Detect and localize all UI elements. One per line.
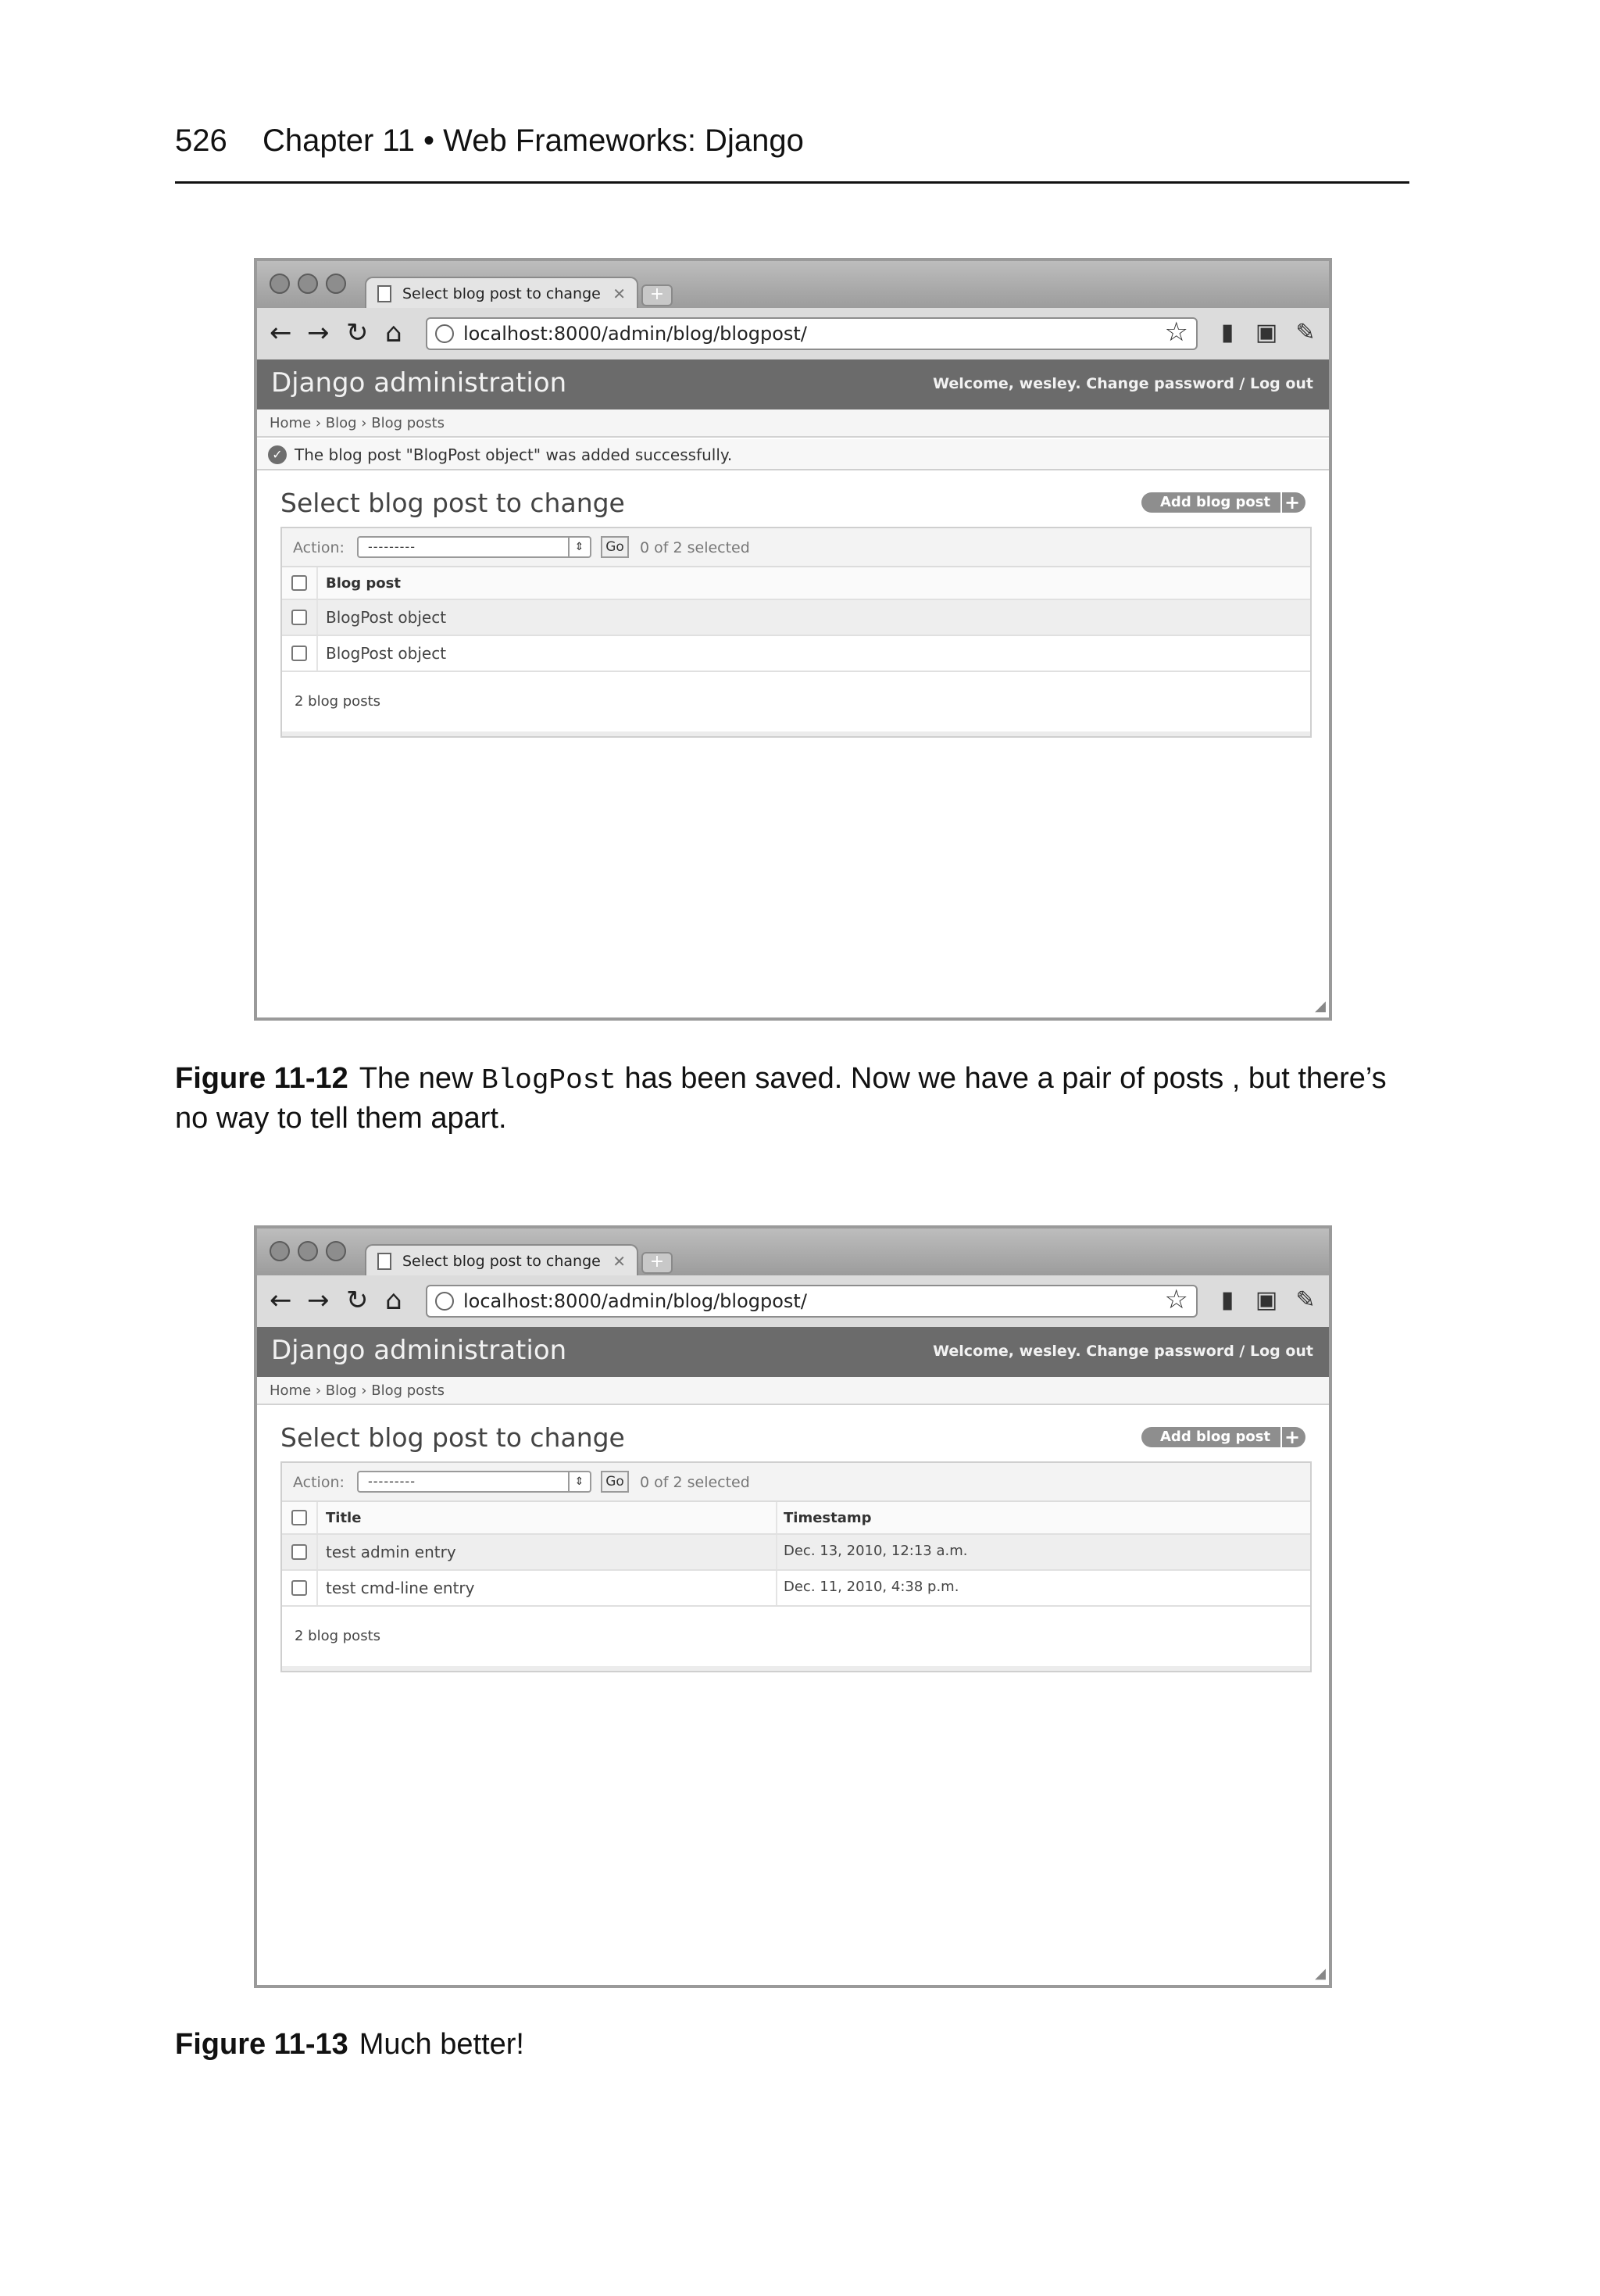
row-title-link[interactable]: test admin entry (326, 1543, 456, 1561)
actions-bar (282, 1463, 1310, 1502)
action-select[interactable] (357, 536, 591, 558)
browser-toolbar (257, 308, 1329, 361)
add-blog-post-button[interactable] (1141, 492, 1305, 513)
select-all-checkbox[interactable] (291, 575, 307, 591)
close-window-button[interactable] (270, 274, 290, 294)
select-arrows-icon: ⇕ (568, 538, 590, 556)
browser-window-figure-11-13 (254, 1225, 1332, 1988)
actions-bar (282, 528, 1310, 567)
row-checkbox[interactable] (291, 646, 307, 661)
close-window-button[interactable] (270, 1241, 290, 1261)
figure-label: Figure 11-13 (175, 2028, 348, 2061)
column-header-blog-post[interactable]: Blog post (326, 575, 401, 592)
browser-toolbar (257, 1275, 1329, 1329)
back-icon[interactable]: ← (270, 317, 292, 349)
add-blog-post-button[interactable] (1141, 1427, 1305, 1447)
resize-grip-icon[interactable]: ◢ (1315, 998, 1326, 1014)
table-row (282, 636, 1310, 672)
action-select-value: --------- (368, 539, 416, 554)
close-tab-icon[interactable]: ✕ (612, 1252, 626, 1271)
wrench-icon[interactable]: ✎ (1295, 1286, 1316, 1314)
row-timestamp: Dec. 11, 2010, 4:38 p.m. (784, 1579, 959, 1595)
browser-tab[interactable] (365, 1244, 638, 1277)
row-checkbox[interactable] (291, 1544, 307, 1560)
add-blog-post-label: Add blog post (1160, 1429, 1271, 1445)
document-icon (377, 285, 391, 302)
forward-icon[interactable]: → (307, 317, 330, 349)
zoom-window-button[interactable] (326, 1241, 346, 1261)
home-icon[interactable]: ⌂ (385, 317, 402, 349)
title-bar (257, 1228, 1329, 1275)
site-brand[interactable]: Django administration (271, 367, 567, 399)
action-select[interactable] (357, 1471, 591, 1493)
user-tools[interactable]: Welcome, wesley. Change password / Log out (933, 1343, 1313, 1360)
plus-icon: + (1280, 1427, 1302, 1447)
django-header (257, 359, 1329, 409)
figure-caption-11-12 (175, 1060, 1409, 1137)
table-row (282, 1535, 1310, 1571)
reload-icon[interactable]: ↻ (346, 1285, 369, 1316)
caption-text-before: The new (359, 1062, 473, 1095)
row-checkbox[interactable] (291, 610, 307, 625)
table-row (282, 600, 1310, 636)
row-link[interactable]: BlogPost object (326, 644, 447, 663)
action-label: Action: (293, 539, 345, 556)
row-link[interactable]: BlogPost object (326, 608, 447, 627)
new-tab-button[interactable]: + (641, 284, 673, 306)
globe-icon (435, 1292, 454, 1311)
back-icon[interactable]: ← (270, 1285, 292, 1316)
breadcrumb[interactable]: Home › Blog › Blog posts (257, 1377, 1329, 1405)
user-tools[interactable]: Welcome, wesley. Change password / Log out (933, 375, 1313, 392)
go-button[interactable]: Go (601, 536, 629, 558)
tab-title: Select blog post to change (402, 1253, 601, 1270)
result-count: 2 blog posts (282, 672, 1310, 736)
figure-label: Figure 11-12 (175, 1062, 348, 1095)
select-arrows-icon: ⇕ (568, 1472, 590, 1491)
table-header-row (282, 1502, 1310, 1535)
chapter-title: Chapter 11 • Web Frameworks: Django (262, 123, 804, 158)
bookmark-star-icon[interactable]: ☆ (1164, 317, 1188, 348)
url-text: localhost:8000/admin/blog/blogpost/ (463, 323, 807, 345)
page-number: 526 (175, 123, 227, 158)
action-select-value: --------- (368, 1474, 416, 1489)
document-icon (377, 1253, 391, 1270)
result-count: 2 blog posts (282, 1607, 1310, 1671)
resize-grip-icon[interactable]: ◢ (1315, 1965, 1326, 1982)
globe-icon (435, 324, 454, 343)
page-icon[interactable]: ▮ (1220, 1286, 1234, 1314)
plus-icon: + (1280, 492, 1302, 513)
minimize-window-button[interactable] (298, 1241, 318, 1261)
page-title: Select blog post to change (280, 1422, 625, 1453)
figure-caption-11-13 (175, 2026, 1409, 2063)
row-title-link[interactable]: test cmd-line entry (326, 1579, 475, 1597)
browser-window-figure-11-12 (254, 258, 1332, 1021)
success-message-text: The blog post "BlogPost object" was added successfully. (295, 445, 733, 464)
translate-icon[interactable]: ▣ (1255, 1286, 1278, 1314)
selection-counter: 0 of 2 selected (640, 539, 750, 556)
site-brand[interactable]: Django administration (271, 1335, 567, 1366)
row-checkbox[interactable] (291, 1580, 307, 1596)
table-header-row (282, 567, 1310, 600)
page-icon[interactable]: ▮ (1220, 319, 1234, 346)
new-tab-button[interactable]: + (641, 1252, 673, 1274)
column-header-title[interactable]: Title (326, 1510, 362, 1526)
reload-icon[interactable]: ↻ (346, 317, 369, 349)
success-message (257, 439, 1329, 470)
translate-icon[interactable]: ▣ (1255, 319, 1278, 346)
wrench-icon[interactable]: ✎ (1295, 319, 1316, 346)
changelist (280, 527, 1312, 738)
check-icon: ✓ (268, 445, 287, 464)
home-icon[interactable]: ⌂ (385, 1285, 402, 1316)
bookmark-star-icon[interactable]: ☆ (1164, 1284, 1188, 1315)
caption-text-after: has been saved. Now we have a pair of posts , but there’s no way to tell them apart. (175, 1062, 1387, 1135)
caption-text: Much better! (359, 2028, 524, 2061)
tab-title: Select blog post to change (402, 285, 601, 302)
forward-icon[interactable]: → (307, 1285, 330, 1316)
add-blog-post-label: Add blog post (1160, 494, 1271, 510)
page-title: Select blog post to change (280, 488, 625, 518)
title-bar (257, 261, 1329, 308)
url-text: localhost:8000/admin/blog/blogpost/ (463, 1290, 807, 1312)
running-head (175, 117, 1409, 184)
minimize-window-button[interactable] (298, 274, 318, 294)
address-bar[interactable] (426, 1285, 1198, 1318)
breadcrumb[interactable]: Home › Blog › Blog posts (257, 409, 1329, 438)
column-header-timestamp[interactable]: Timestamp (784, 1510, 872, 1526)
go-button[interactable]: Go (601, 1471, 629, 1493)
caption-code: BlogPost (481, 1064, 616, 1096)
changelist (280, 1461, 1312, 1672)
row-timestamp: Dec. 13, 2010, 12:13 a.m. (784, 1543, 968, 1559)
table-row (282, 1571, 1310, 1607)
browser-tab[interactable] (365, 277, 638, 309)
django-header (257, 1327, 1329, 1377)
zoom-window-button[interactable] (326, 274, 346, 294)
close-tab-icon[interactable]: ✕ (612, 284, 626, 303)
address-bar[interactable] (426, 317, 1198, 350)
selection-counter: 0 of 2 selected (640, 1474, 750, 1491)
select-all-checkbox[interactable] (291, 1510, 307, 1525)
action-label: Action: (293, 1474, 345, 1491)
